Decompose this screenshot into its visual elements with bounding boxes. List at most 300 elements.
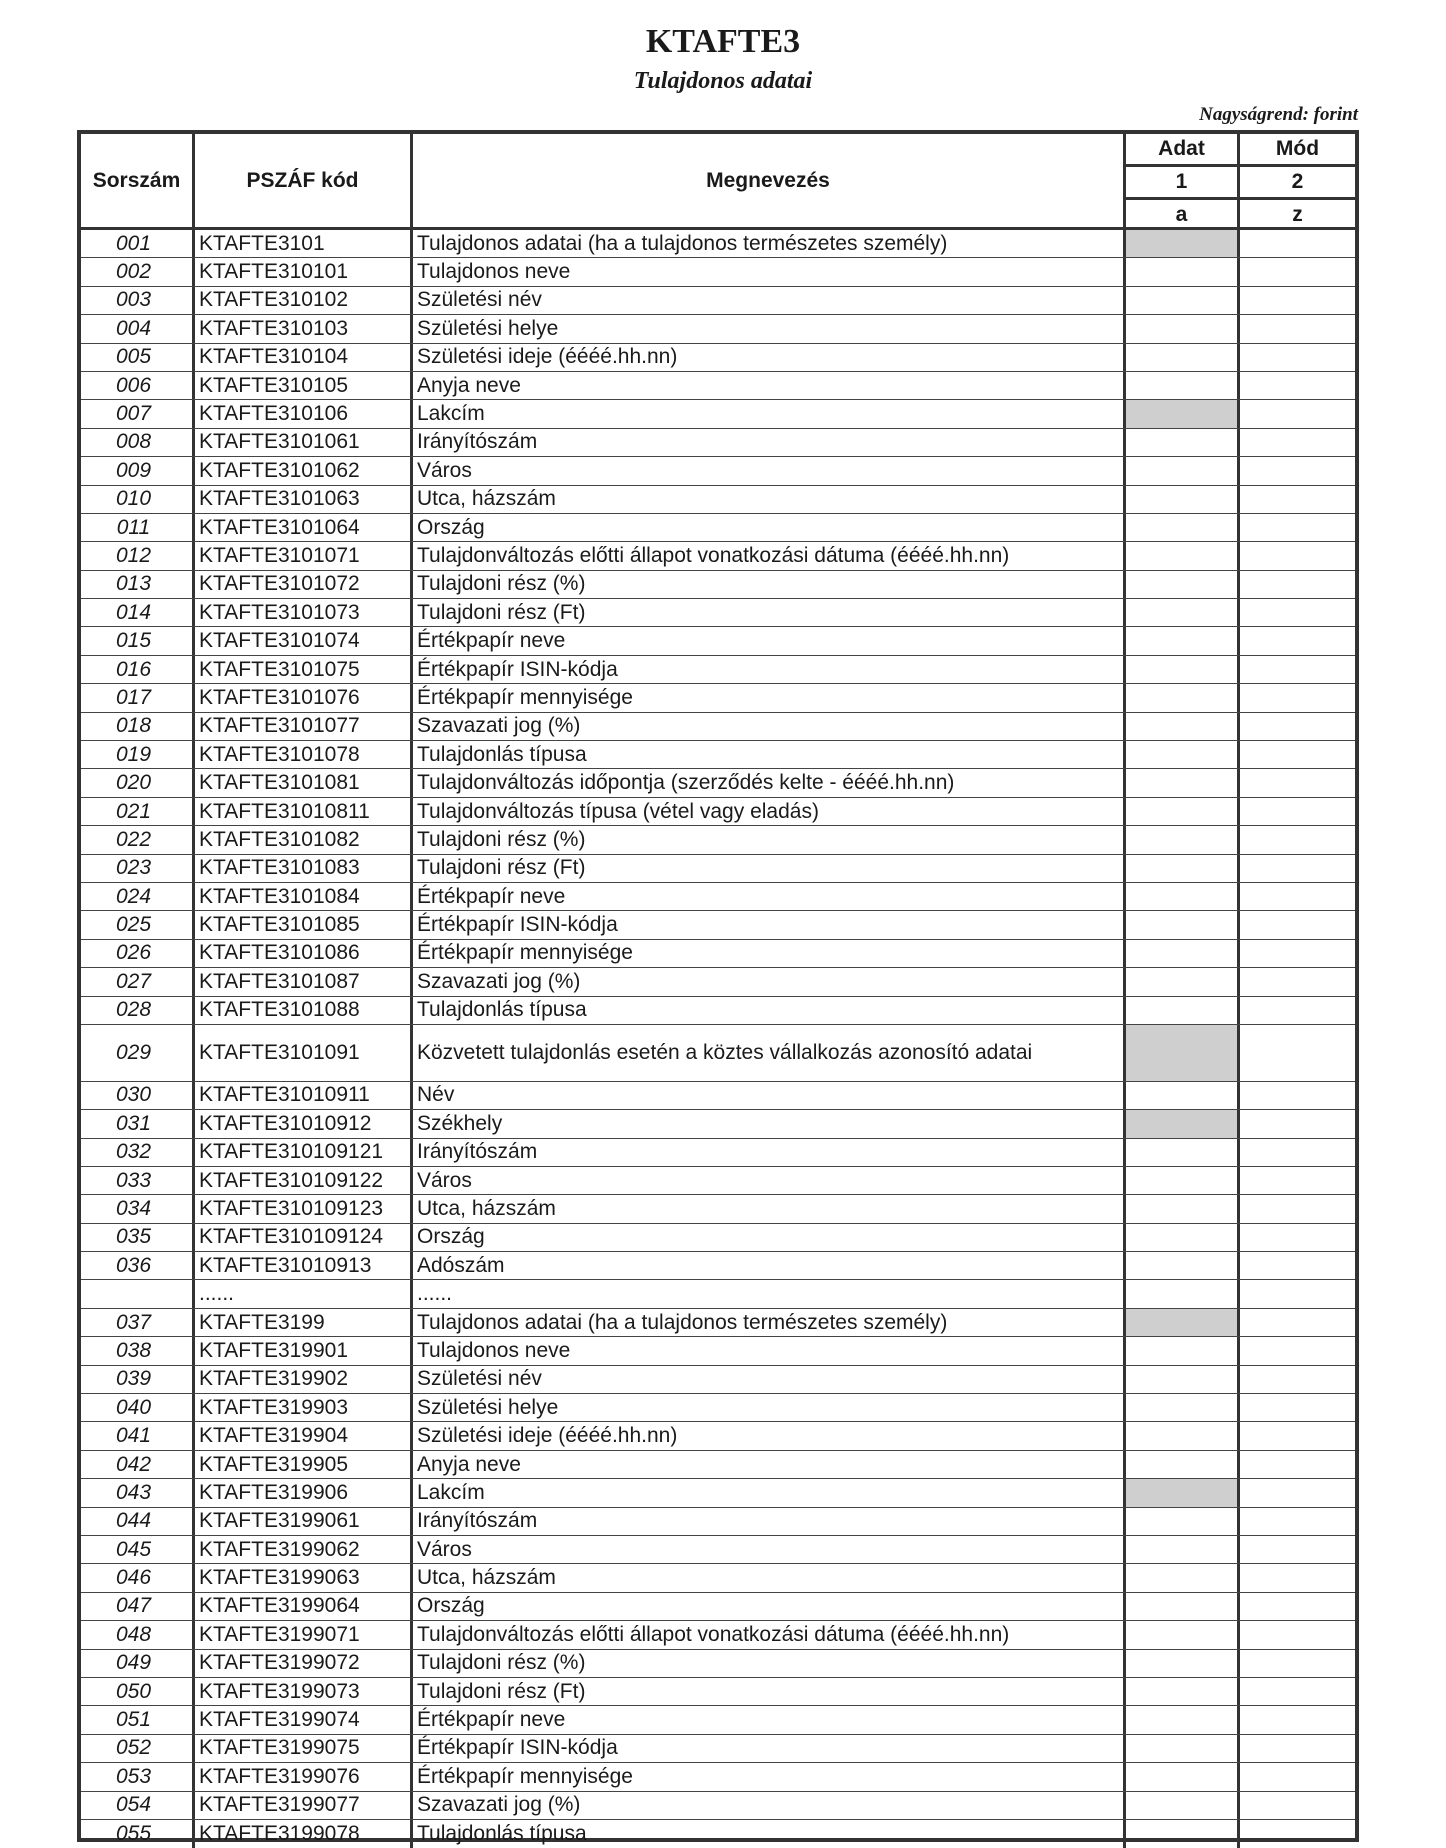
mod-cell[interactable] [1240, 1309, 1355, 1336]
mod-cell[interactable] [1240, 684, 1355, 711]
row-code: KTAFTE3101074 [195, 627, 413, 654]
row-seq: 036 [81, 1252, 195, 1279]
row-name: Irányítószám [413, 1508, 1126, 1535]
row-name: Születési ideje (éééé.hh.nn) [413, 344, 1126, 371]
row-name: Tulajdoni rész (Ft) [413, 599, 1126, 626]
adat-cell[interactable] [1126, 457, 1240, 484]
row-seq: 008 [81, 429, 195, 456]
row-code: KTAFTE310109122 [195, 1167, 413, 1194]
header-mod: Mód [1275, 137, 1320, 160]
mod-cell[interactable] [1240, 769, 1355, 796]
row-name: Utca, házszám [413, 486, 1126, 513]
table-row [81, 911, 1355, 939]
mod-cell[interactable] [1240, 230, 1355, 257]
row-name: Értékpapír ISIN-kódja [413, 1735, 1126, 1762]
table-row [81, 344, 1355, 372]
mod-cell[interactable] [1240, 911, 1355, 938]
row-seq: 045 [81, 1536, 195, 1563]
adat-cell[interactable] [1126, 1422, 1240, 1449]
row-name: Értékpapír mennyisége [413, 1763, 1126, 1790]
row-seq: 026 [81, 940, 195, 967]
row-name: Tulajdonos adatai (ha a tulajdonos természetes személy) [413, 230, 1126, 257]
adat-cell[interactable] [1126, 315, 1240, 342]
row-code: KTAFTE31010912 [195, 1110, 413, 1137]
mod-cell[interactable] [1240, 1451, 1355, 1478]
row-code: KTAFTE3199062 [195, 1536, 413, 1563]
row-name: Székhely [413, 1110, 1126, 1137]
row-name: Tulajdoni rész (Ft) [413, 855, 1126, 882]
row-seq: 019 [81, 741, 195, 768]
table-row [81, 1110, 1355, 1138]
header-adat: Adat [1158, 137, 1205, 160]
row-seq: 028 [81, 997, 195, 1024]
row-seq [81, 1280, 195, 1307]
mod-cell[interactable] [1240, 1252, 1355, 1279]
row-name: Utca, házszám [413, 1564, 1126, 1591]
row-name: Irányítószám [413, 429, 1126, 456]
mod-cell[interactable] [1240, 1820, 1355, 1848]
row-seq: 018 [81, 713, 195, 740]
table-row [81, 997, 1355, 1025]
mod-cell[interactable] [1240, 1394, 1355, 1421]
row-name: Város [413, 1167, 1126, 1194]
table-row [81, 457, 1355, 485]
mod-cell[interactable] [1240, 315, 1355, 342]
mod-cell[interactable] [1240, 1082, 1355, 1109]
table-row [81, 656, 1355, 684]
mod-cell[interactable] [1240, 1508, 1355, 1535]
mod-cell[interactable] [1240, 713, 1355, 740]
mod-cell[interactable] [1240, 1650, 1355, 1677]
adat-cell[interactable] [1126, 1678, 1240, 1705]
row-seq: 040 [81, 1394, 195, 1421]
row-code: KTAFTE3101086 [195, 940, 413, 967]
table-row [81, 968, 1355, 996]
mod-cell[interactable] [1240, 1422, 1355, 1449]
adat-cell[interactable] [1126, 372, 1240, 399]
row-name: Anyja neve [413, 1451, 1126, 1478]
row-name: Irányítószám [413, 1139, 1126, 1166]
mod-cell[interactable] [1240, 1479, 1355, 1506]
page-title: KTAFTE3 [645, 23, 801, 60]
row-seq: 021 [81, 798, 195, 825]
adat-cell[interactable] [1126, 684, 1240, 711]
mod-cell[interactable] [1240, 1678, 1355, 1705]
row-code: KTAFTE3101083 [195, 855, 413, 882]
mod-cell[interactable] [1240, 372, 1355, 399]
row-name: Ország [413, 1224, 1126, 1251]
row-code: KTAFTE3101088 [195, 997, 413, 1024]
adat-cell-disabled [1126, 1110, 1240, 1137]
row-code: KTAFTE3101075 [195, 656, 413, 683]
table-row [81, 1479, 1355, 1507]
row-name: Születési helye [413, 1394, 1126, 1421]
row-seq: 024 [81, 883, 195, 910]
adat-cell[interactable] [1126, 599, 1240, 626]
row-code: KTAFTE319903 [195, 1394, 413, 1421]
table-row [81, 1508, 1355, 1536]
mod-cell[interactable] [1240, 1224, 1355, 1251]
adat-cell[interactable] [1126, 656, 1240, 683]
adat-cell-disabled [1126, 400, 1240, 427]
row-code: KTAFTE3199064 [195, 1593, 413, 1620]
table-row [81, 315, 1355, 343]
row-code: KTAFTE3199063 [195, 1564, 413, 1591]
adat-cell-disabled [1126, 1479, 1240, 1506]
row-name: Tulajdonváltozás időpontja (szerződés kelte - éééé.hh.nn) [413, 769, 1126, 796]
row-seq: 033 [81, 1167, 195, 1194]
table-row [81, 1139, 1355, 1167]
adat-cell-disabled [1126, 1025, 1240, 1081]
adat-cell[interactable] [1126, 258, 1240, 285]
row-code: KTAFTE310105 [195, 372, 413, 399]
row-name: Tulajdonos adatai (ha a tulajdonos természetes személy) [413, 1309, 1126, 1336]
adat-cell[interactable] [1126, 1082, 1240, 1109]
row-code: KTAFTE3199078 [195, 1820, 413, 1848]
row-seq: 052 [81, 1735, 195, 1762]
table-row [81, 1167, 1355, 1195]
table-row [81, 826, 1355, 854]
adat-cell[interactable] [1126, 1195, 1240, 1222]
table-row [81, 372, 1355, 400]
table-row [81, 1763, 1355, 1791]
adat-cell[interactable] [1126, 1650, 1240, 1677]
mod-cell[interactable] [1240, 457, 1355, 484]
row-name: Tulajdonlás típusa [413, 741, 1126, 768]
row-seq: 002 [81, 258, 195, 285]
adat-cell[interactable] [1126, 1337, 1240, 1364]
table-row [81, 1025, 1355, 1082]
mod-cell[interactable] [1240, 1706, 1355, 1733]
row-seq: 011 [81, 514, 195, 541]
adat-cell[interactable] [1126, 1508, 1240, 1535]
adat-cell[interactable] [1126, 571, 1240, 598]
row-name: Szavazati jog (%) [413, 1792, 1126, 1819]
row-code: KTAFTE3199071 [195, 1621, 413, 1648]
table-body [81, 230, 1355, 1846]
row-seq: 016 [81, 656, 195, 683]
row-name: Anyja neve [413, 372, 1126, 399]
adat-cell[interactable] [1126, 769, 1240, 796]
row-code: KTAFTE3101072 [195, 571, 413, 598]
row-code: ...... [195, 1280, 413, 1307]
row-code: KTAFTE310104 [195, 344, 413, 371]
row-seq: 037 [81, 1309, 195, 1336]
row-code: KTAFTE319904 [195, 1422, 413, 1449]
mod-cell[interactable] [1240, 344, 1355, 371]
row-name: Tulajdoni rész (%) [413, 1650, 1126, 1677]
adat-cell[interactable] [1126, 911, 1240, 938]
row-name: Értékpapír neve [413, 1706, 1126, 1733]
row-name: Lakcím [413, 1479, 1126, 1506]
mod-cell[interactable] [1240, 1337, 1355, 1364]
row-name: Értékpapír mennyisége [413, 684, 1126, 711]
row-code: KTAFTE3101081 [195, 769, 413, 796]
row-code: KTAFTE3101078 [195, 741, 413, 768]
row-name: Város [413, 457, 1126, 484]
header-adat-type: a [1175, 203, 1188, 226]
row-name: Tulajdonváltozás előtti állapot vonatkozási dátuma (éééé.hh.nn) [413, 1621, 1126, 1648]
table-row [81, 287, 1355, 315]
row-name: Értékpapír mennyisége [413, 940, 1126, 967]
adat-cell[interactable] [1126, 542, 1240, 569]
unit-note: Nagyságrend: forint [1199, 104, 1358, 125]
table-row [81, 486, 1355, 514]
mod-cell[interactable] [1240, 656, 1355, 683]
row-seq: 006 [81, 372, 195, 399]
row-seq: 034 [81, 1195, 195, 1222]
mod-cell[interactable] [1240, 968, 1355, 995]
table-row [81, 1593, 1355, 1621]
mod-cell[interactable] [1240, 1593, 1355, 1620]
row-name: Értékpapír neve [413, 883, 1126, 910]
table-row [81, 514, 1355, 542]
mod-cell[interactable] [1240, 400, 1355, 427]
adat-cell[interactable] [1126, 627, 1240, 654]
table-row [81, 1337, 1355, 1365]
row-seq: 038 [81, 1337, 195, 1364]
row-name: Születési helye [413, 315, 1126, 342]
table-row [81, 571, 1355, 599]
adat-cell[interactable] [1126, 741, 1240, 768]
mod-cell[interactable] [1240, 1195, 1355, 1222]
row-seq: 048 [81, 1621, 195, 1648]
header-seq: Sorszám [92, 168, 181, 192]
row-name: Város [413, 1536, 1126, 1563]
row-code: KTAFTE319901 [195, 1337, 413, 1364]
row-code: KTAFTE319906 [195, 1479, 413, 1506]
row-seq: 050 [81, 1678, 195, 1705]
row-code: KTAFTE3101 [195, 230, 413, 257]
mod-cell[interactable] [1240, 1621, 1355, 1648]
adat-cell[interactable] [1126, 344, 1240, 371]
row-name: Adószám [413, 1252, 1126, 1279]
row-code: KTAFTE319905 [195, 1451, 413, 1478]
row-seq: 007 [81, 400, 195, 427]
mod-cell[interactable] [1240, 883, 1355, 910]
adat-cell[interactable] [1126, 1451, 1240, 1478]
row-code: KTAFTE3199 [195, 1309, 413, 1336]
header-mod-type: z [1292, 203, 1303, 226]
row-name: Szavazati jog (%) [413, 968, 1126, 995]
adat-cell[interactable] [1126, 1252, 1240, 1279]
mod-cell[interactable] [1240, 571, 1355, 598]
table-row [81, 1224, 1355, 1252]
table-row [81, 230, 1355, 258]
adat-cell[interactable] [1126, 429, 1240, 456]
adat-cell[interactable] [1126, 514, 1240, 541]
adat-cell[interactable] [1126, 486, 1240, 513]
mod-cell[interactable] [1240, 1025, 1355, 1081]
adat-cell[interactable] [1126, 1593, 1240, 1620]
table-row [81, 1706, 1355, 1734]
row-seq: 053 [81, 1763, 195, 1790]
mod-cell[interactable] [1240, 1280, 1355, 1307]
row-name: Tulajdonlás típusa [413, 1820, 1126, 1848]
row-seq: 035 [81, 1224, 195, 1251]
table-row [81, 258, 1355, 286]
row-name: Tulajdonváltozás típusa (vétel vagy eladás) [413, 798, 1126, 825]
row-seq: 025 [81, 911, 195, 938]
adat-cell[interactable] [1126, 1167, 1240, 1194]
adat-cell[interactable] [1126, 883, 1240, 910]
row-code: KTAFTE3101061 [195, 429, 413, 456]
row-seq: 043 [81, 1479, 195, 1506]
row-code: KTAFTE31010913 [195, 1252, 413, 1279]
adat-cell[interactable] [1126, 713, 1240, 740]
row-name: Tulajdonlás típusa [413, 997, 1126, 1024]
adat-cell[interactable] [1126, 940, 1240, 967]
mod-cell[interactable] [1240, 258, 1355, 285]
row-seq: 055 [81, 1820, 195, 1848]
row-seq: 010 [81, 486, 195, 513]
row-code: KTAFTE310103 [195, 315, 413, 342]
mod-cell[interactable] [1240, 1735, 1355, 1762]
row-seq: 046 [81, 1564, 195, 1591]
row-seq: 023 [81, 855, 195, 882]
row-name: Értékpapír neve [413, 627, 1126, 654]
row-seq: 001 [81, 230, 195, 257]
row-seq: 017 [81, 684, 195, 711]
mod-cell[interactable] [1240, 940, 1355, 967]
mod-cell[interactable] [1240, 855, 1355, 882]
row-name: Értékpapír ISIN-kódja [413, 656, 1126, 683]
mod-cell[interactable] [1240, 627, 1355, 654]
row-seq: 004 [81, 315, 195, 342]
mod-cell[interactable] [1240, 1564, 1355, 1591]
mod-cell[interactable] [1240, 1110, 1355, 1137]
row-name: Tulajdonos neve [413, 258, 1126, 285]
row-seq: 030 [81, 1082, 195, 1109]
row-code: KTAFTE3199072 [195, 1650, 413, 1677]
mod-cell[interactable] [1240, 741, 1355, 768]
row-code: KTAFTE3101062 [195, 457, 413, 484]
table-row [81, 940, 1355, 968]
mod-cell[interactable] [1240, 486, 1355, 513]
table-row [81, 1309, 1355, 1337]
row-seq: 054 [81, 1792, 195, 1819]
row-seq: 029 [81, 1025, 195, 1081]
table-row [81, 883, 1355, 911]
mod-cell[interactable] [1240, 1763, 1355, 1790]
row-seq: 031 [81, 1110, 195, 1137]
row-seq: 020 [81, 769, 195, 796]
mod-cell[interactable] [1240, 1366, 1355, 1393]
adat-cell[interactable] [1126, 798, 1240, 825]
table-row [81, 1650, 1355, 1678]
table-row [81, 429, 1355, 457]
mod-cell[interactable] [1240, 542, 1355, 569]
adat-cell[interactable] [1126, 1763, 1240, 1790]
adat-cell[interactable] [1126, 1792, 1240, 1819]
table-row [81, 400, 1355, 428]
mod-cell[interactable] [1240, 1139, 1355, 1166]
adat-cell[interactable] [1126, 855, 1240, 882]
row-name: Ország [413, 514, 1126, 541]
row-name: Szavazati jog (%) [413, 713, 1126, 740]
table-row [81, 741, 1355, 769]
table-row [81, 1366, 1355, 1394]
table-row [81, 1735, 1355, 1763]
row-code: KTAFTE310109124 [195, 1224, 413, 1251]
row-seq: 041 [81, 1422, 195, 1449]
adat-cell[interactable] [1126, 1735, 1240, 1762]
row-seq: 005 [81, 344, 195, 371]
adat-cell[interactable] [1126, 968, 1240, 995]
row-name: Tulajdoni rész (%) [413, 571, 1126, 598]
table-row [81, 769, 1355, 797]
table-row [81, 1195, 1355, 1223]
row-code: KTAFTE3199075 [195, 1735, 413, 1762]
mod-cell[interactable] [1240, 287, 1355, 314]
mod-cell[interactable] [1240, 599, 1355, 626]
row-name: Születési név [413, 287, 1126, 314]
row-code: KTAFTE3101077 [195, 713, 413, 740]
row-code: KTAFTE31010811 [195, 798, 413, 825]
page-subtitle: Tulajdonos adatai [633, 68, 813, 94]
table-row [81, 1564, 1355, 1592]
adat-cell-disabled [1126, 230, 1240, 257]
table-row [81, 1451, 1355, 1479]
row-code: KTAFTE3199074 [195, 1706, 413, 1733]
adat-cell[interactable] [1126, 1139, 1240, 1166]
adat-cell[interactable] [1126, 997, 1240, 1024]
row-code: KTAFTE3101076 [195, 684, 413, 711]
mod-cell[interactable] [1240, 1536, 1355, 1563]
mod-cell[interactable] [1240, 798, 1355, 825]
adat-cell[interactable] [1126, 1820, 1240, 1848]
mod-cell[interactable] [1240, 1792, 1355, 1819]
mod-cell[interactable] [1240, 826, 1355, 853]
row-code: KTAFTE3199073 [195, 1678, 413, 1705]
mod-cell[interactable] [1240, 1167, 1355, 1194]
adat-cell[interactable] [1126, 1621, 1240, 1648]
adat-cell[interactable] [1126, 826, 1240, 853]
adat-cell[interactable] [1126, 1366, 1240, 1393]
row-seq: 015 [81, 627, 195, 654]
row-name: Tulajdonváltozás előtti állapot vonatkozási dátuma (éééé.hh.nn) [413, 542, 1126, 569]
form-table [77, 130, 1359, 1846]
adat-cell[interactable] [1126, 1706, 1240, 1733]
row-name: ...... [413, 1280, 1126, 1307]
adat-cell[interactable] [1126, 1224, 1240, 1251]
mod-cell[interactable] [1240, 429, 1355, 456]
row-code: KTAFTE3101063 [195, 486, 413, 513]
adat-cell[interactable] [1126, 1280, 1240, 1307]
row-seq: 022 [81, 826, 195, 853]
mod-cell[interactable] [1240, 514, 1355, 541]
row-code: KTAFTE3199077 [195, 1792, 413, 1819]
row-seq: 013 [81, 571, 195, 598]
row-name: Utca, házszám [413, 1195, 1126, 1222]
table-row [81, 1422, 1355, 1450]
adat-cell[interactable] [1126, 287, 1240, 314]
table-row [81, 1678, 1355, 1706]
table-row [81, 1252, 1355, 1280]
table-row [81, 1536, 1355, 1564]
row-seq: 009 [81, 457, 195, 484]
adat-cell[interactable] [1126, 1394, 1240, 1421]
adat-cell[interactable] [1126, 1564, 1240, 1591]
row-code: KTAFTE3101071 [195, 542, 413, 569]
table-row [81, 599, 1355, 627]
table-row [81, 542, 1355, 570]
row-code: KTAFTE3101073 [195, 599, 413, 626]
adat-cell[interactable] [1126, 1536, 1240, 1563]
row-seq: 032 [81, 1139, 195, 1166]
row-code: KTAFTE310106 [195, 400, 413, 427]
mod-cell[interactable] [1240, 997, 1355, 1024]
